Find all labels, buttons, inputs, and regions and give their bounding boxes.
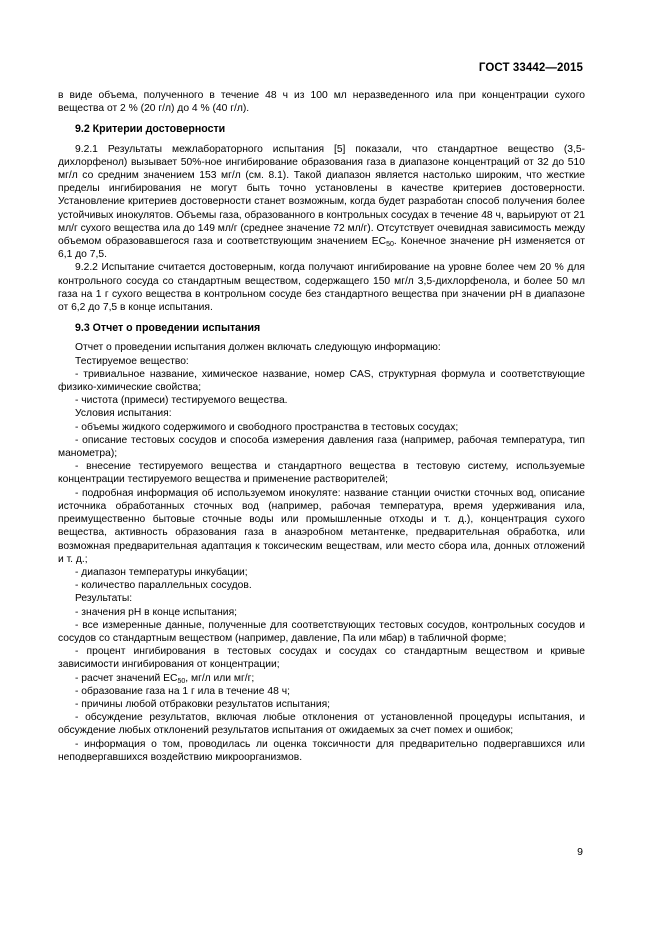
document-header: ГОСТ 33442—2015 <box>478 62 583 74</box>
subscript-ec50: 50 <box>386 241 394 249</box>
list-item: - диапазон температуры инкубации; <box>75 566 248 578</box>
paragraph-9-2-1-text-b: . Конечное значение pH изменяется от 6,1 до 7,5. <box>58 236 585 261</box>
paragraph-9-2-1 <box>58 143 585 262</box>
page-number: 9 <box>577 846 583 858</box>
list-item: - процент ингибирования в тестовых сосудах и сосудах со стандартным веществом и кривые зависимости ингибирования от концентрации; <box>58 646 585 671</box>
list-item-text-a: - расчет значений EC <box>75 672 178 684</box>
list-item: - объемы жидкого содержимого и свободного пространства в тестовых сосудах; <box>75 421 459 433</box>
subscript-ec50: 50 <box>177 677 186 685</box>
paragraph-9-2-1-text-a: 9.2.1 Результаты межлабораторного испытания [5] показали, что стандартное вещество (3,5-дихлорфенол) вызывает 50%-ное ингибирование образования газа в диапазоне концентраций от 32 до 510 мг/л со средним значением 153 мг/л (см. 8.1). Такой диапазон является настолько широким, что жесткие пределы ингибирования не могут быть точно установлены в качестве критериев достоверности. Установление критериев достоверности станет возможным, когда будет разработан способ получения более устойчивых инокулятов. Объемы газа, образованного в контрольных сосудах в течение 48 ч, варьируют от 21 мл/г сухого вещества ила до 149 мл/г (среднее значение 72 мл/г). Отсутствует очевидная зависимость между объемом образовавшегося газа и соответствующим значением EC <box>58 143 585 248</box>
list-item: - количество параллельных сосудов. <box>75 580 252 592</box>
list-item: - подробная информация об используемом инокуляте: название станции очистки сточных вод, описание источника обработанных сточных вод (например, рабочая температура, время удерживания ила, преимущественно бытовые сточные воды или промышленные отходы и т. д.), концентрация сухого вещества, активность образования газа в анаэробном метантенке, предварительная обработка, или возможная предварительная адаптация к токсическим веществам, или место сбора ила, донных отложений и т. д.; <box>58 487 585 565</box>
report-intro: Отчет о проведении испытания должен включать следующую информацию: <box>75 342 441 354</box>
test-substance-label: Тестируемое вещество: <box>75 355 189 367</box>
list-item: - значения pH в конце испытания; <box>75 606 237 618</box>
list-item: - образование газа на 1 г ила в течение 48 ч; <box>75 685 290 697</box>
list-item: - тривиальное название, химическое название, номер CAS, структурная формула и соответствующие физико-химические свойства; <box>58 368 585 394</box>
list-item: - все измеренные данные, полученные для соответствующих тестовых сосудов, контрольных сосудов и сосудов со стандартным веществом (например, давление, Па или мбар) в табличной форме; <box>58 619 585 644</box>
list-item: - описание тестовых сосудов и способа измерения давления газа (например, рабочая температура, тип манометра); <box>58 434 585 460</box>
document-body <box>58 89 585 764</box>
list-item <box>58 672 585 685</box>
intro-paragraph: в виде объема, полученного в течение 48 ч из 100 мл неразведенного ила при концентрации сухого вещества от 2 % (20 г/л) до 4 % (40 г/л). <box>58 90 585 115</box>
list-item: - внесение тестируемого вещества и стандартного вещества в тестовую систему, используемые концентрации тестируемого вещества и применение растворителей; <box>58 461 585 486</box>
list-item: - информация о том, проводилась ли оценка токсичности для предварительно подвергавшихся или неподвергавшихся воздействию микроорганизмов. <box>58 738 585 763</box>
section-heading-9-2: 9.2 Критерии достоверности <box>75 123 226 136</box>
list-item: - причины любой отбраковки результатов испытания; <box>75 698 331 710</box>
list-item-text-b: , мг/л или мг/г; <box>185 672 255 684</box>
list-item: - обсуждение результатов, включая любые отклонения от установленной процедуры испытания, и обсуждение любых отклонений результатов испытания от ожидаемых за счет помех и ошибок; <box>58 712 585 737</box>
section-heading-9-3: 9.3 Отчет о проведении испытания <box>75 322 261 335</box>
paragraph-9-2-2: 9.2.2 Испытание считается достоверным, когда получают ингибирование на уровне более чем 20 % для контрольного сосуда со стандартным веществом, содержащего 150 мг/л 3,5-дихлорфенола, и более 50 мл газа на 1 г сухого вещества в контрольном сосуде без стандартного вещества при значении pH в диапазоне от 6,2 до 7,5 в конце испытания. <box>58 262 585 314</box>
conditions-label: Условия испытания: <box>75 408 172 420</box>
results-label: Результаты: <box>75 593 133 605</box>
list-item: - чистота (примеси) тестируемого вещества. <box>75 395 288 407</box>
